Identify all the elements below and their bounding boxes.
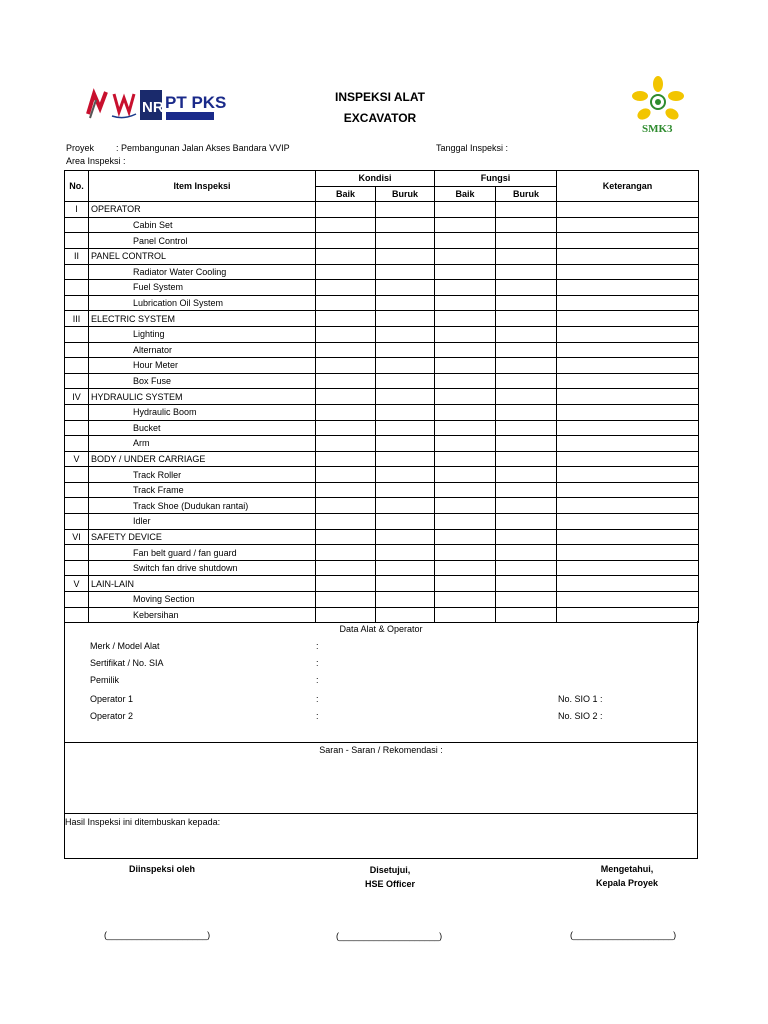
cell-keterangan[interactable] bbox=[557, 436, 699, 452]
cell-keterangan[interactable] bbox=[557, 514, 699, 530]
table-row bbox=[65, 248, 699, 264]
hasil-label: Hasil Inspeksi ini ditembuskan kepada: bbox=[65, 817, 221, 827]
signature-line-mengetahui: (____________________) bbox=[570, 930, 677, 940]
cell-keterangan[interactable] bbox=[557, 560, 699, 576]
sertifikat-colon: : bbox=[316, 658, 319, 668]
cell-kondisi-baik[interactable] bbox=[316, 358, 376, 374]
cell-kondisi-baik[interactable] bbox=[316, 514, 376, 530]
row-no bbox=[65, 326, 89, 342]
col-kondisi: Kondisi bbox=[316, 171, 435, 187]
cell-kondisi-baik[interactable] bbox=[316, 295, 376, 311]
table-row bbox=[65, 451, 699, 467]
row-item: Alternator bbox=[89, 342, 316, 358]
row-no bbox=[65, 280, 89, 296]
col-fungsi-buruk: Buruk bbox=[496, 186, 557, 202]
row-item: Kebersihan bbox=[89, 607, 316, 623]
cell-keterangan[interactable] bbox=[557, 498, 699, 514]
cell-kondisi-buruk[interactable] bbox=[376, 420, 435, 436]
cell-kondisi-buruk[interactable] bbox=[376, 342, 435, 358]
cell-kondisi-baik[interactable] bbox=[316, 576, 376, 592]
cell-fungsi-buruk[interactable] bbox=[496, 311, 557, 327]
row-no bbox=[65, 358, 89, 374]
cell-fungsi-baik[interactable] bbox=[435, 545, 496, 561]
cell-kondisi-baik[interactable] bbox=[316, 217, 376, 233]
row-no bbox=[65, 498, 89, 514]
row-item: Bucket bbox=[89, 420, 316, 436]
cell-fungsi-baik[interactable] bbox=[435, 529, 496, 545]
cell-keterangan[interactable] bbox=[557, 248, 699, 264]
signature-line-diinspeksi: (____________________) bbox=[104, 930, 211, 940]
cell-kondisi-buruk[interactable] bbox=[376, 436, 435, 452]
cell-keterangan[interactable] bbox=[557, 264, 699, 280]
table-row bbox=[65, 202, 699, 218]
cell-fungsi-baik[interactable] bbox=[435, 389, 496, 405]
cell-kondisi-baik[interactable] bbox=[316, 202, 376, 218]
cell-kondisi-buruk[interactable] bbox=[376, 576, 435, 592]
row-item: Fan belt guard / fan guard bbox=[89, 545, 316, 561]
cell-fungsi-buruk[interactable] bbox=[496, 529, 557, 545]
cell-kondisi-buruk[interactable] bbox=[376, 529, 435, 545]
proyek-label: Proyek bbox=[66, 143, 95, 153]
cell-fungsi-baik[interactable] bbox=[435, 467, 496, 483]
cell-kondisi-baik[interactable] bbox=[316, 545, 376, 561]
hasil-section bbox=[64, 813, 698, 859]
cell-fungsi-buruk[interactable] bbox=[496, 280, 557, 296]
cell-fungsi-baik[interactable] bbox=[435, 217, 496, 233]
cell-fungsi-baik[interactable] bbox=[435, 436, 496, 452]
table-row bbox=[65, 420, 699, 436]
col-fungsi: Fungsi bbox=[435, 171, 557, 187]
pemilik-label: Pemilik bbox=[90, 675, 120, 685]
table-row bbox=[65, 592, 699, 608]
cell-fungsi-buruk[interactable] bbox=[496, 420, 557, 436]
cell-fungsi-baik[interactable] bbox=[435, 373, 496, 389]
cell-fungsi-baik[interactable] bbox=[435, 404, 496, 420]
row-no bbox=[65, 295, 89, 311]
cell-kondisi-buruk[interactable] bbox=[376, 311, 435, 327]
cell-keterangan[interactable] bbox=[557, 467, 699, 483]
cell-kondisi-buruk[interactable] bbox=[376, 264, 435, 280]
row-no bbox=[65, 436, 89, 452]
cell-kondisi-baik[interactable] bbox=[316, 482, 376, 498]
table-row bbox=[65, 358, 699, 374]
row-no bbox=[65, 264, 89, 280]
cell-kondisi-baik[interactable] bbox=[316, 373, 376, 389]
table-row bbox=[65, 529, 699, 545]
cell-kondisi-baik[interactable] bbox=[316, 342, 376, 358]
row-no: V bbox=[65, 451, 89, 467]
cell-keterangan[interactable] bbox=[557, 295, 699, 311]
row-no: IV bbox=[65, 389, 89, 405]
company-logos bbox=[84, 86, 227, 124]
cell-fungsi-buruk[interactable] bbox=[496, 576, 557, 592]
cell-kondisi-baik[interactable] bbox=[316, 451, 376, 467]
cell-fungsi-baik[interactable] bbox=[435, 248, 496, 264]
row-no: V bbox=[65, 576, 89, 592]
col-no: No. bbox=[65, 171, 89, 202]
cell-fungsi-baik[interactable] bbox=[435, 295, 496, 311]
signature-line-disetujui: (____________________) bbox=[336, 931, 443, 941]
row-no bbox=[65, 560, 89, 576]
cell-kondisi-baik[interactable] bbox=[316, 560, 376, 576]
saran-heading: Saran - Saran / Rekomendasi : bbox=[319, 745, 443, 755]
row-no bbox=[65, 482, 89, 498]
sio2-label: No. SIO 2 : bbox=[558, 711, 603, 721]
cell-fungsi-baik[interactable] bbox=[435, 560, 496, 576]
operator2-colon: : bbox=[316, 711, 319, 721]
row-item: BODY / UNDER CARRIAGE bbox=[89, 451, 316, 467]
table-row bbox=[65, 436, 699, 452]
cell-kondisi-buruk[interactable] bbox=[376, 373, 435, 389]
row-item: Idler bbox=[89, 514, 316, 530]
table-row bbox=[65, 295, 699, 311]
cell-fungsi-buruk[interactable] bbox=[496, 264, 557, 280]
col-item-inspeksi: Item Inspeksi bbox=[89, 171, 316, 202]
cell-keterangan[interactable] bbox=[557, 451, 699, 467]
cell-kondisi-buruk[interactable] bbox=[376, 545, 435, 561]
row-no: II bbox=[65, 248, 89, 264]
saran-section bbox=[64, 742, 698, 814]
cell-fungsi-buruk[interactable] bbox=[496, 373, 557, 389]
sio1-label: No. SIO 1 : bbox=[558, 694, 603, 704]
title-line2: EXCAVATOR bbox=[343, 111, 417, 125]
cell-kondisi-buruk[interactable] bbox=[376, 404, 435, 420]
cell-kondisi-buruk[interactable] bbox=[376, 482, 435, 498]
cell-kondisi-baik[interactable] bbox=[316, 420, 376, 436]
cell-fungsi-buruk[interactable] bbox=[496, 248, 557, 264]
cell-kondisi-buruk[interactable] bbox=[376, 451, 435, 467]
row-item: Lubrication Oil System bbox=[89, 295, 316, 311]
row-no bbox=[65, 545, 89, 561]
row-no: I bbox=[65, 202, 89, 218]
smk3-logo-text: SMK3 bbox=[642, 123, 673, 135]
row-no bbox=[65, 514, 89, 530]
cell-keterangan[interactable] bbox=[557, 529, 699, 545]
cell-kondisi-baik[interactable] bbox=[316, 592, 376, 608]
cell-fungsi-baik[interactable] bbox=[435, 576, 496, 592]
mengetahui-label: Mengetahui, bbox=[600, 864, 654, 874]
row-no bbox=[65, 373, 89, 389]
cell-fungsi-buruk[interactable] bbox=[496, 202, 557, 218]
table-row bbox=[65, 514, 699, 530]
area-inspeksi-label: Area Inspeksi : bbox=[66, 156, 126, 166]
cell-keterangan[interactable] bbox=[557, 311, 699, 327]
cell-fungsi-baik[interactable] bbox=[435, 592, 496, 608]
cell-keterangan[interactable] bbox=[557, 576, 699, 592]
cell-kondisi-baik[interactable] bbox=[316, 264, 376, 280]
row-no bbox=[65, 217, 89, 233]
cell-fungsi-buruk[interactable] bbox=[496, 389, 557, 405]
cell-fungsi-baik[interactable] bbox=[435, 326, 496, 342]
row-item: Track Roller bbox=[89, 467, 316, 483]
cell-kondisi-buruk[interactable] bbox=[376, 248, 435, 264]
col-fungsi-baik: Baik bbox=[435, 186, 496, 202]
cell-keterangan[interactable] bbox=[557, 420, 699, 436]
cell-fungsi-buruk[interactable] bbox=[496, 498, 557, 514]
row-item: Fuel System bbox=[89, 280, 316, 296]
row-no bbox=[65, 467, 89, 483]
cell-kondisi-buruk[interactable] bbox=[376, 514, 435, 530]
cell-kondisi-baik[interactable] bbox=[316, 404, 376, 420]
data-alat-heading: Data Alat & Operator bbox=[339, 624, 423, 634]
operator1-label: Operator 1 bbox=[90, 694, 134, 704]
cell-kondisi-buruk[interactable] bbox=[376, 217, 435, 233]
cell-keterangan[interactable] bbox=[557, 404, 699, 420]
cell-fungsi-buruk[interactable] bbox=[496, 467, 557, 483]
svg-text:NR: NR bbox=[142, 99, 164, 116]
col-kondisi-buruk: Buruk bbox=[376, 186, 435, 202]
col-keterangan: Keterangan bbox=[557, 171, 699, 202]
diinspeksi-label: Diinspeksi oleh bbox=[128, 864, 196, 874]
operator2-label: Operator 2 bbox=[90, 711, 134, 721]
row-item: Lighting bbox=[89, 326, 316, 342]
table-row bbox=[65, 373, 699, 389]
col-kondisi-baik: Baik bbox=[316, 186, 376, 202]
row-item: Hydraulic Boom bbox=[89, 404, 316, 420]
cell-fungsi-baik[interactable] bbox=[435, 202, 496, 218]
cell-fungsi-buruk[interactable] bbox=[496, 342, 557, 358]
cell-fungsi-baik[interactable] bbox=[435, 280, 496, 296]
cell-kondisi-baik[interactable] bbox=[316, 280, 376, 296]
cell-kondisi-baik[interactable] bbox=[316, 467, 376, 483]
cell-fungsi-baik[interactable] bbox=[435, 482, 496, 498]
cell-fungsi-buruk[interactable] bbox=[496, 326, 557, 342]
table-row bbox=[65, 217, 699, 233]
cell-kondisi-buruk[interactable] bbox=[376, 280, 435, 296]
table-row bbox=[65, 233, 699, 249]
smk3-logo bbox=[630, 76, 686, 136]
row-no bbox=[65, 342, 89, 358]
cell-kondisi-buruk[interactable] bbox=[376, 326, 435, 342]
cell-fungsi-baik[interactable] bbox=[435, 514, 496, 530]
cell-kondisi-baik[interactable] bbox=[316, 311, 376, 327]
cell-kondisi-baik[interactable] bbox=[316, 529, 376, 545]
table-row bbox=[65, 326, 699, 342]
table-row bbox=[65, 389, 699, 405]
cell-fungsi-buruk[interactable] bbox=[496, 358, 557, 374]
row-item: PANEL CONTROL bbox=[89, 248, 316, 264]
title-line1: INSPEKSI ALAT bbox=[334, 90, 425, 104]
merk-colon: : bbox=[316, 641, 319, 651]
cell-fungsi-baik[interactable] bbox=[435, 233, 496, 249]
row-item: Moving Section bbox=[89, 592, 316, 608]
cell-kondisi-buruk[interactable] bbox=[376, 592, 435, 608]
cell-kondisi-baik[interactable] bbox=[316, 326, 376, 342]
cell-keterangan[interactable] bbox=[557, 545, 699, 561]
logo-left-text: PT PKS bbox=[165, 93, 227, 112]
row-no: III bbox=[65, 311, 89, 327]
cell-fungsi-buruk[interactable] bbox=[496, 295, 557, 311]
row-item: Panel Control bbox=[89, 233, 316, 249]
row-item: SAFETY DEVICE bbox=[89, 529, 316, 545]
cell-fungsi-buruk[interactable] bbox=[496, 404, 557, 420]
inspection-table bbox=[64, 170, 699, 623]
table-row bbox=[65, 482, 699, 498]
cell-kondisi-buruk[interactable] bbox=[376, 358, 435, 374]
pemilik-colon: : bbox=[316, 675, 319, 685]
table-row bbox=[65, 342, 699, 358]
cell-kondisi-buruk[interactable] bbox=[376, 498, 435, 514]
cell-keterangan[interactable] bbox=[557, 342, 699, 358]
cell-keterangan[interactable] bbox=[557, 202, 699, 218]
cell-fungsi-baik[interactable] bbox=[435, 264, 496, 280]
table-row bbox=[65, 311, 699, 327]
row-item: OPERATOR bbox=[89, 202, 316, 218]
proyek-value: : Pembangunan Jalan Akses Bandara VVIP bbox=[116, 143, 290, 153]
row-item: LAIN-LAIN bbox=[89, 576, 316, 592]
row-item: Radiator Water Cooling bbox=[89, 264, 316, 280]
cell-fungsi-buruk[interactable] bbox=[496, 592, 557, 608]
table-row bbox=[65, 560, 699, 576]
cell-keterangan[interactable] bbox=[557, 233, 699, 249]
sertifikat-label: Sertifikat / No. SIA bbox=[90, 658, 164, 668]
row-no bbox=[65, 420, 89, 436]
cell-kondisi-buruk[interactable] bbox=[376, 560, 435, 576]
table-row bbox=[65, 467, 699, 483]
table-row bbox=[65, 404, 699, 420]
cell-kondisi-buruk[interactable] bbox=[376, 467, 435, 483]
data-alat-section bbox=[64, 621, 698, 743]
row-item: Hour Meter bbox=[89, 358, 316, 374]
cell-fungsi-buruk[interactable] bbox=[496, 560, 557, 576]
row-item: HYDRAULIC SYSTEM bbox=[89, 389, 316, 405]
cell-keterangan[interactable] bbox=[557, 482, 699, 498]
row-no bbox=[65, 404, 89, 420]
cell-keterangan[interactable] bbox=[557, 217, 699, 233]
row-no bbox=[65, 592, 89, 608]
cell-kondisi-buruk[interactable] bbox=[376, 295, 435, 311]
kepala-proyek-label: Kepala Proyek bbox=[595, 878, 659, 888]
cell-fungsi-buruk[interactable] bbox=[496, 436, 557, 452]
cell-fungsi-buruk[interactable] bbox=[496, 482, 557, 498]
row-item: ELECTRIC SYSTEM bbox=[89, 311, 316, 327]
row-item: Track Shoe (Dudukan rantai) bbox=[89, 498, 316, 514]
row-item: Box Fuse bbox=[89, 373, 316, 389]
cell-kondisi-baik[interactable] bbox=[316, 233, 376, 249]
cell-fungsi-buruk[interactable] bbox=[496, 545, 557, 561]
cell-kondisi-buruk[interactable] bbox=[376, 202, 435, 218]
cell-fungsi-baik[interactable] bbox=[435, 498, 496, 514]
cell-fungsi-buruk[interactable] bbox=[496, 514, 557, 530]
cell-kondisi-baik[interactable] bbox=[316, 498, 376, 514]
cell-fungsi-baik[interactable] bbox=[435, 358, 496, 374]
cell-keterangan[interactable] bbox=[557, 389, 699, 405]
row-item: Arm bbox=[89, 436, 316, 452]
cell-fungsi-baik[interactable] bbox=[435, 451, 496, 467]
tanggal-inspeksi-label: Tanggal Inspeksi : bbox=[436, 143, 509, 153]
cell-keterangan[interactable] bbox=[557, 373, 699, 389]
row-item: Track Frame bbox=[89, 482, 316, 498]
cell-kondisi-baik[interactable] bbox=[316, 436, 376, 452]
cell-fungsi-baik[interactable] bbox=[435, 420, 496, 436]
cell-fungsi-buruk[interactable] bbox=[496, 233, 557, 249]
cell-keterangan[interactable] bbox=[557, 326, 699, 342]
cell-fungsi-baik[interactable] bbox=[435, 311, 496, 327]
table-row bbox=[65, 498, 699, 514]
cell-keterangan[interactable] bbox=[557, 280, 699, 296]
merk-label: Merk / Model Alat bbox=[90, 641, 160, 651]
operator1-colon: : bbox=[316, 694, 319, 704]
cell-fungsi-buruk[interactable] bbox=[496, 451, 557, 467]
disetujui-label: Disetujui, bbox=[369, 865, 411, 875]
cell-kondisi-buruk[interactable] bbox=[376, 233, 435, 249]
row-item: Cabin Set bbox=[89, 217, 316, 233]
table-row bbox=[65, 576, 699, 592]
hse-officer-label: HSE Officer bbox=[364, 879, 415, 889]
row-item: Switch fan drive shutdown bbox=[89, 560, 316, 576]
cell-kondisi-buruk[interactable] bbox=[376, 389, 435, 405]
cell-fungsi-baik[interactable] bbox=[435, 342, 496, 358]
cell-keterangan[interactable] bbox=[557, 358, 699, 374]
cell-kondisi-baik[interactable] bbox=[316, 389, 376, 405]
cell-keterangan[interactable] bbox=[557, 592, 699, 608]
cell-fungsi-buruk[interactable] bbox=[496, 217, 557, 233]
row-no bbox=[65, 233, 89, 249]
cell-kondisi-baik[interactable] bbox=[316, 248, 376, 264]
table-row bbox=[65, 264, 699, 280]
row-no: VI bbox=[65, 529, 89, 545]
table-row bbox=[65, 280, 699, 296]
table-row bbox=[65, 545, 699, 561]
